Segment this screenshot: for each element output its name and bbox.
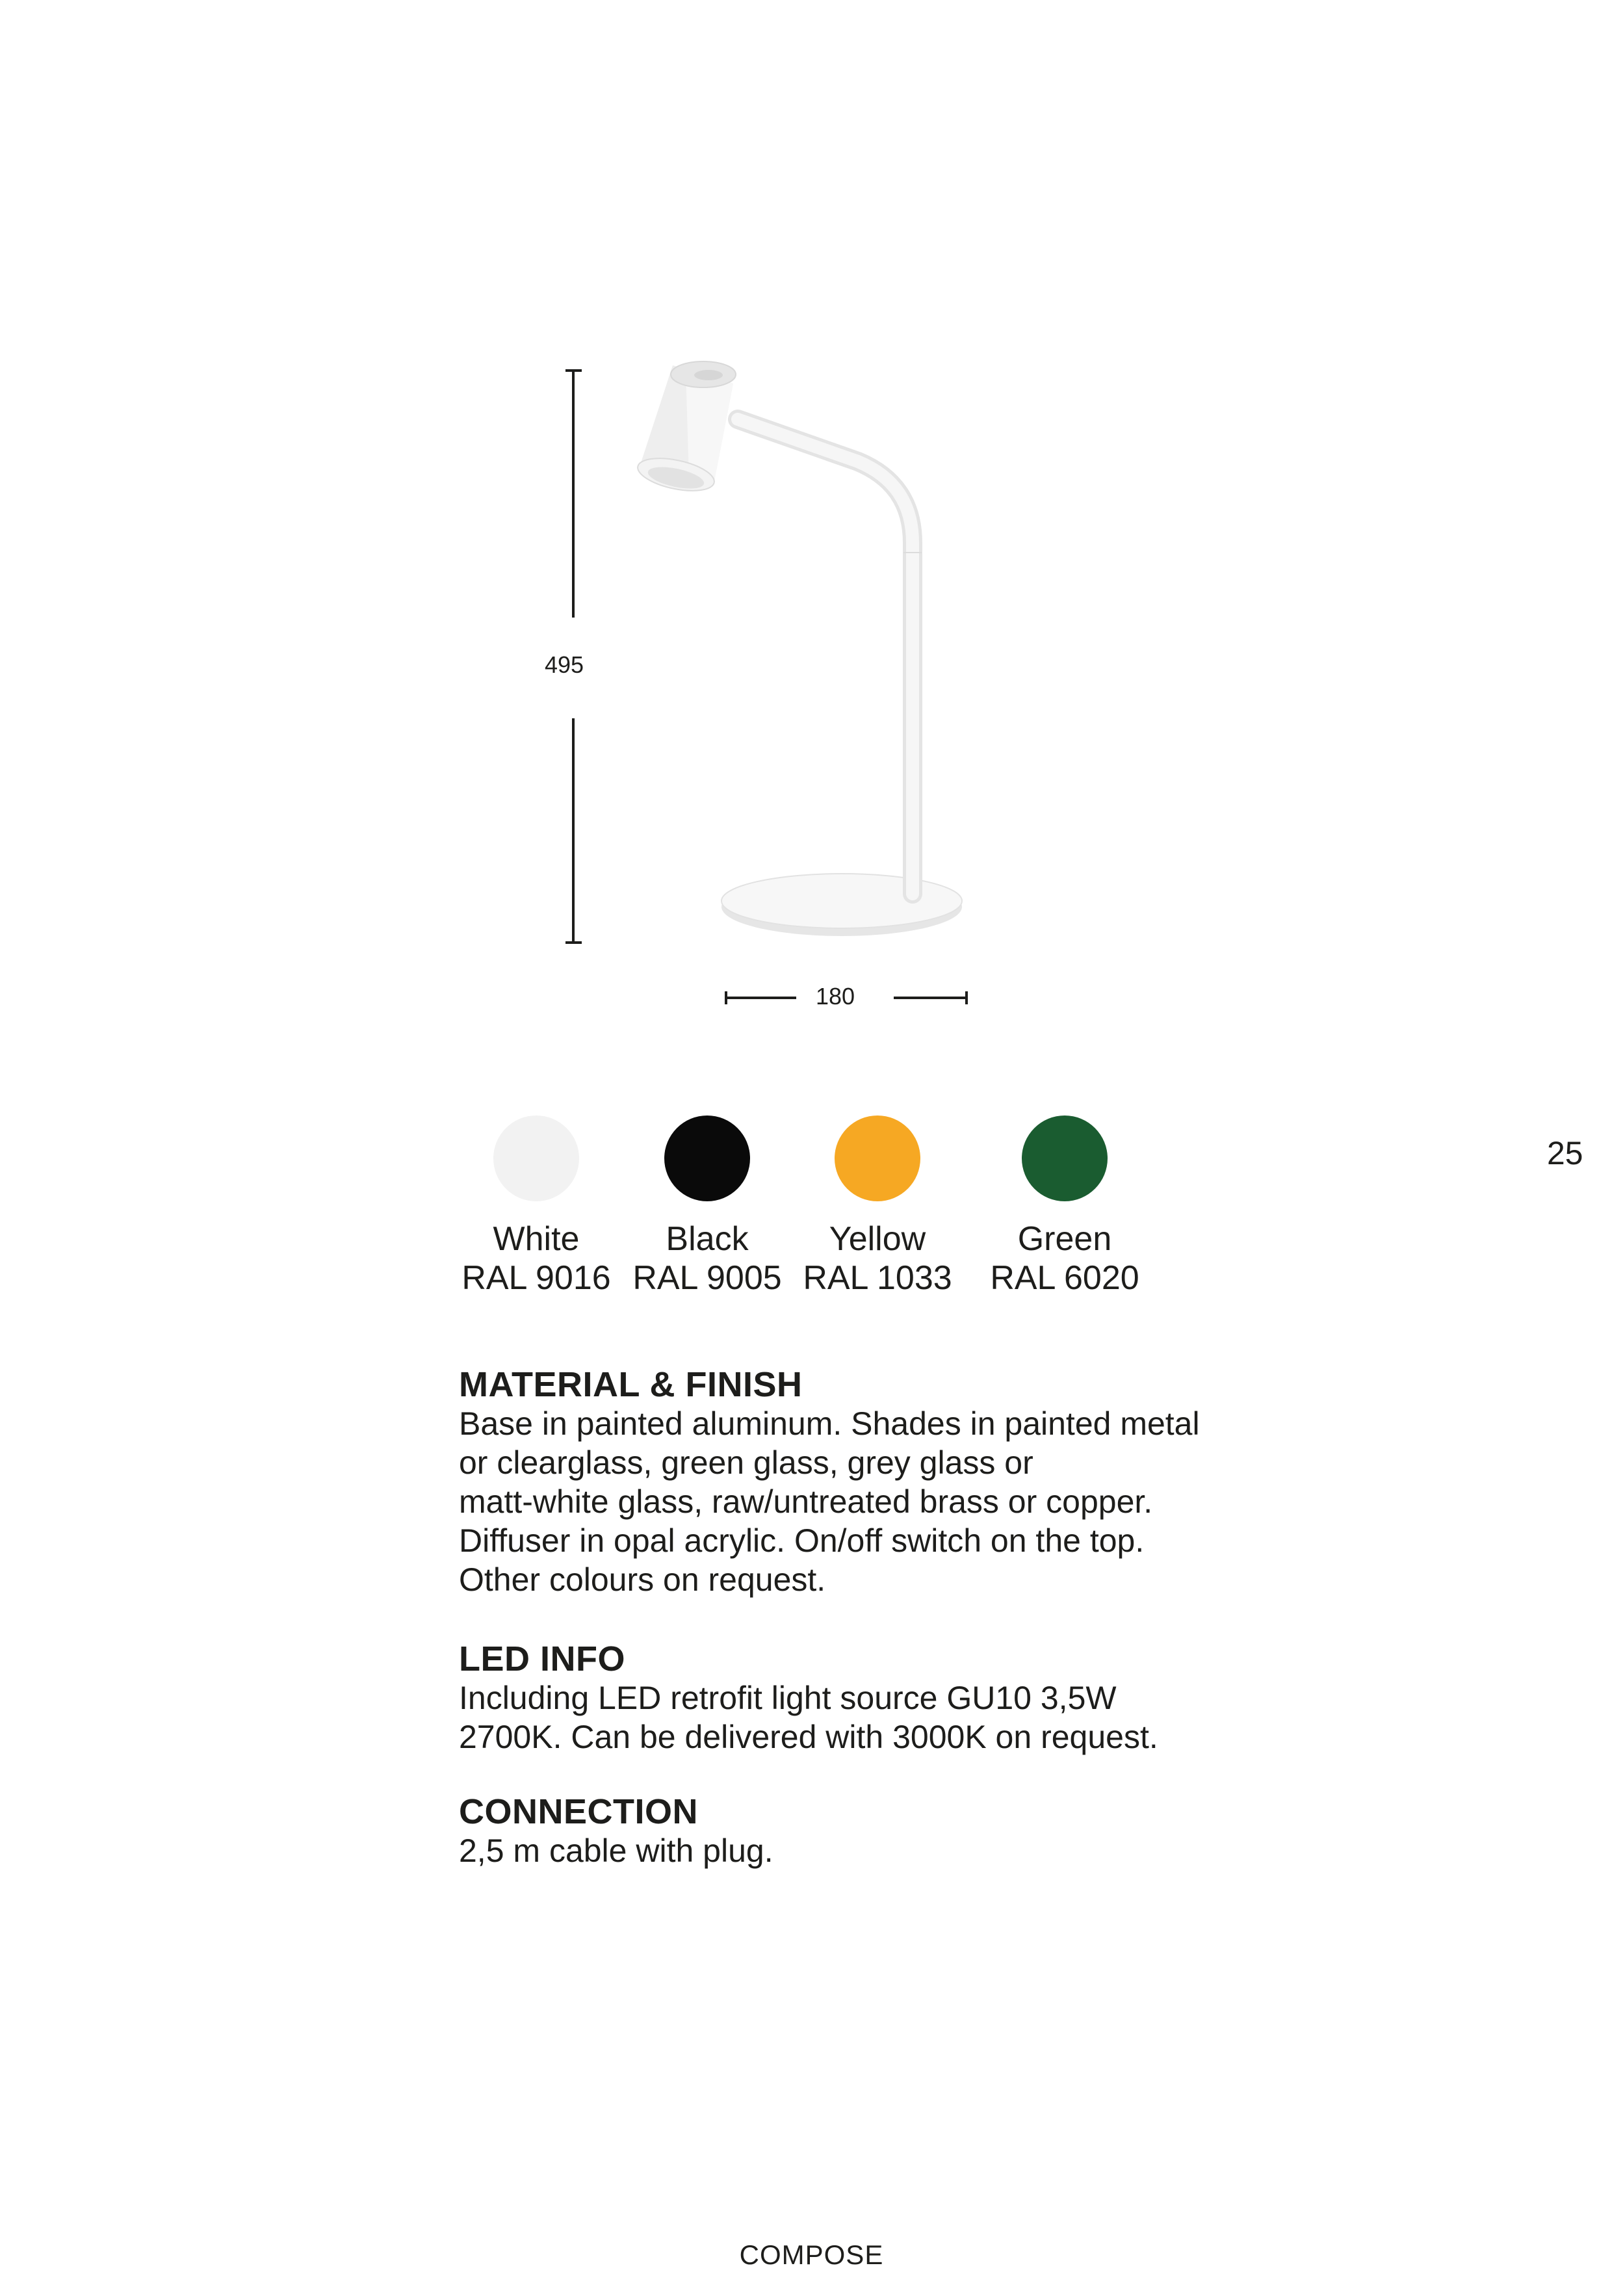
white-swatch [493,1115,579,1201]
led-body [459,1678,1239,1756]
yellow-swatch [835,1115,920,1201]
material-line: or clearglass, green glass, grey glass or [459,1444,1033,1481]
black-swatch [664,1115,750,1201]
material-line: Other colours on request. [459,1561,826,1598]
colour-option-yellow [793,1115,962,1298]
led-line: 2700K. Can be delivered with 3000K on request. [459,1719,1158,1755]
table-lamp-drawing [533,345,988,1008]
colour-name: Green [1017,1220,1112,1258]
connection-line: 2,5 m cable with plug. [459,1833,773,1869]
colour-name: Yellow [829,1220,926,1258]
lamp-shade [635,361,736,497]
material-heading: MATERIAL & FINISH [459,1365,803,1404]
connection-body [459,1831,1239,1870]
colour-option-black [623,1115,792,1298]
material-line: Diffuser in opal acrylic. On/off switch on the top. [459,1522,1145,1559]
colour-code: RAL 9016 [461,1259,611,1297]
material-section [459,1365,1239,1599]
colour-name: White [493,1220,580,1258]
lamp-base [721,874,962,936]
led-line: Including LED retrofit light source GU10 3,5W [459,1680,1117,1716]
green-swatch [1022,1115,1108,1201]
colour-code: RAL 1033 [803,1259,952,1297]
page-number: 25 [1547,1135,1583,1171]
colour-code: RAL 9005 [632,1259,782,1297]
colour-option-white [452,1115,621,1298]
footer-brand: COMPOSE [739,2239,884,2270]
colour-option-green [980,1115,1149,1298]
material-body [459,1404,1239,1599]
led-section [459,1639,1239,1756]
width-dimension-label: 180 [816,983,855,1010]
colour-code: RAL 6020 [990,1259,1139,1297]
connection-section [459,1792,1239,1870]
colour-name: Black [666,1220,749,1258]
lamp-stem [738,419,922,894]
led-heading: LED INFO [459,1639,625,1678]
material-line: Base in painted aluminum. Shades in painted metal [459,1405,1200,1442]
height-dimension-label: 495 [545,651,584,678]
material-line: matt-white glass, raw/untreated brass or copper. [459,1483,1153,1520]
connection-heading: CONNECTION [459,1792,698,1831]
